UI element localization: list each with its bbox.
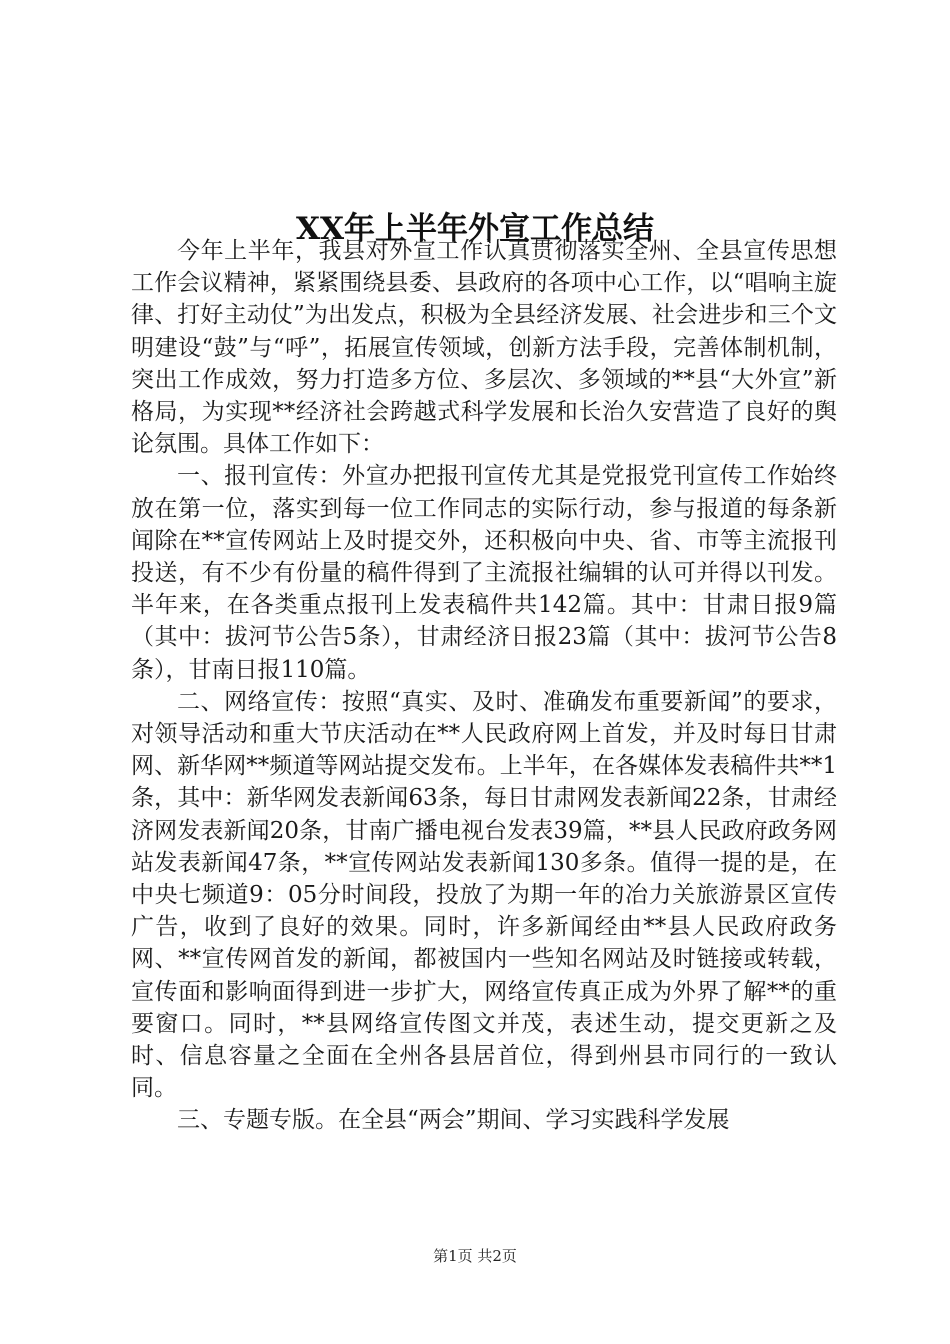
page-number-footer: 第1页 共2页: [433, 1247, 517, 1265]
paragraph-online-publicity: 二、网络宣传：按照“真实、及时、准确发布重要新闻”的要求，对领导活动和重大节庆活动在**人民政府网上首发，并及时每日甘肃网、新华网**频道等网站提交发布。上半年，在各媒体发表稿件共**1条，其中：新华网发表新闻63条，每日甘肃网发表新闻22条，甘肃经济网发表新闻20条，甘南广播电视台发表39篇，**县人民政府政务网站发表新闻47条，**宣传网站发表新闻130多条。值得一提的是，在中央七频道9：05分时间段，投放了为期一年的冶力关旅游景区宣传广告，收到了良好的效果。同时，许多新闻经由**县人民政府政务网、**宣传网首发的新闻，都被国内一些知名网站及时链接或转载，宣传面和影响面得到进一步扩大，网络宣传真正成为外界了解**的重要窗口。同时，**县网络宣传图文并茂，表述生动，提交更新之及时、信息容量之全面在全州各县居首位，得到州县市同行的一致认同。: [131, 688, 837, 1102]
document-title: XX年上半年外宣工作总结: [295, 210, 655, 247]
paragraph-intro: 今年上半年，我县对外宣工作认真贯彻落实全州、全县宣传思想工作会议精神，紧紧围绕县委、县政府的各项中心工作，以“唱响主旋律、打好主动仗”为出发点，积极为全县经济发展、社会进步和三个文明建设“鼓”与“呼”，拓展宣传领域，创新方法手段，完善体制机制，突出工作成效，努力打造多方位、多层次、多领域的**县“大外宣”新格局，为实现**经济社会跨越式科学发展和长治久安营造了良好的舆论氛围。具体工作如下：: [131, 238, 837, 458]
paragraph-print-publicity: 一、报刊宣传：外宣办把报刊宣传尤其是党报党刊宣传工作始终放在第一位，落实到每一位工作同志的实际行动，参与报道的每条新闻除在**宣传网站上及时提交外，还积极向中央、省、市等主流报刊投送，有不少有份量的稿件得到了主流报社编辑的认可并得以刊发。半年来，在各类重点报刊上发表稿件共142篇。其中：甘肃日报9篇（其中：拔河节公告5条），甘肃经济日报23篇（其中：拔河节公告8条），甘南日报110篇。: [131, 463, 837, 683]
document-body: [131, 235, 837, 1137]
paragraph-special-topics: 三、专题专版。在全县“两会”期间、学习实践科学发展: [177, 1107, 730, 1134]
